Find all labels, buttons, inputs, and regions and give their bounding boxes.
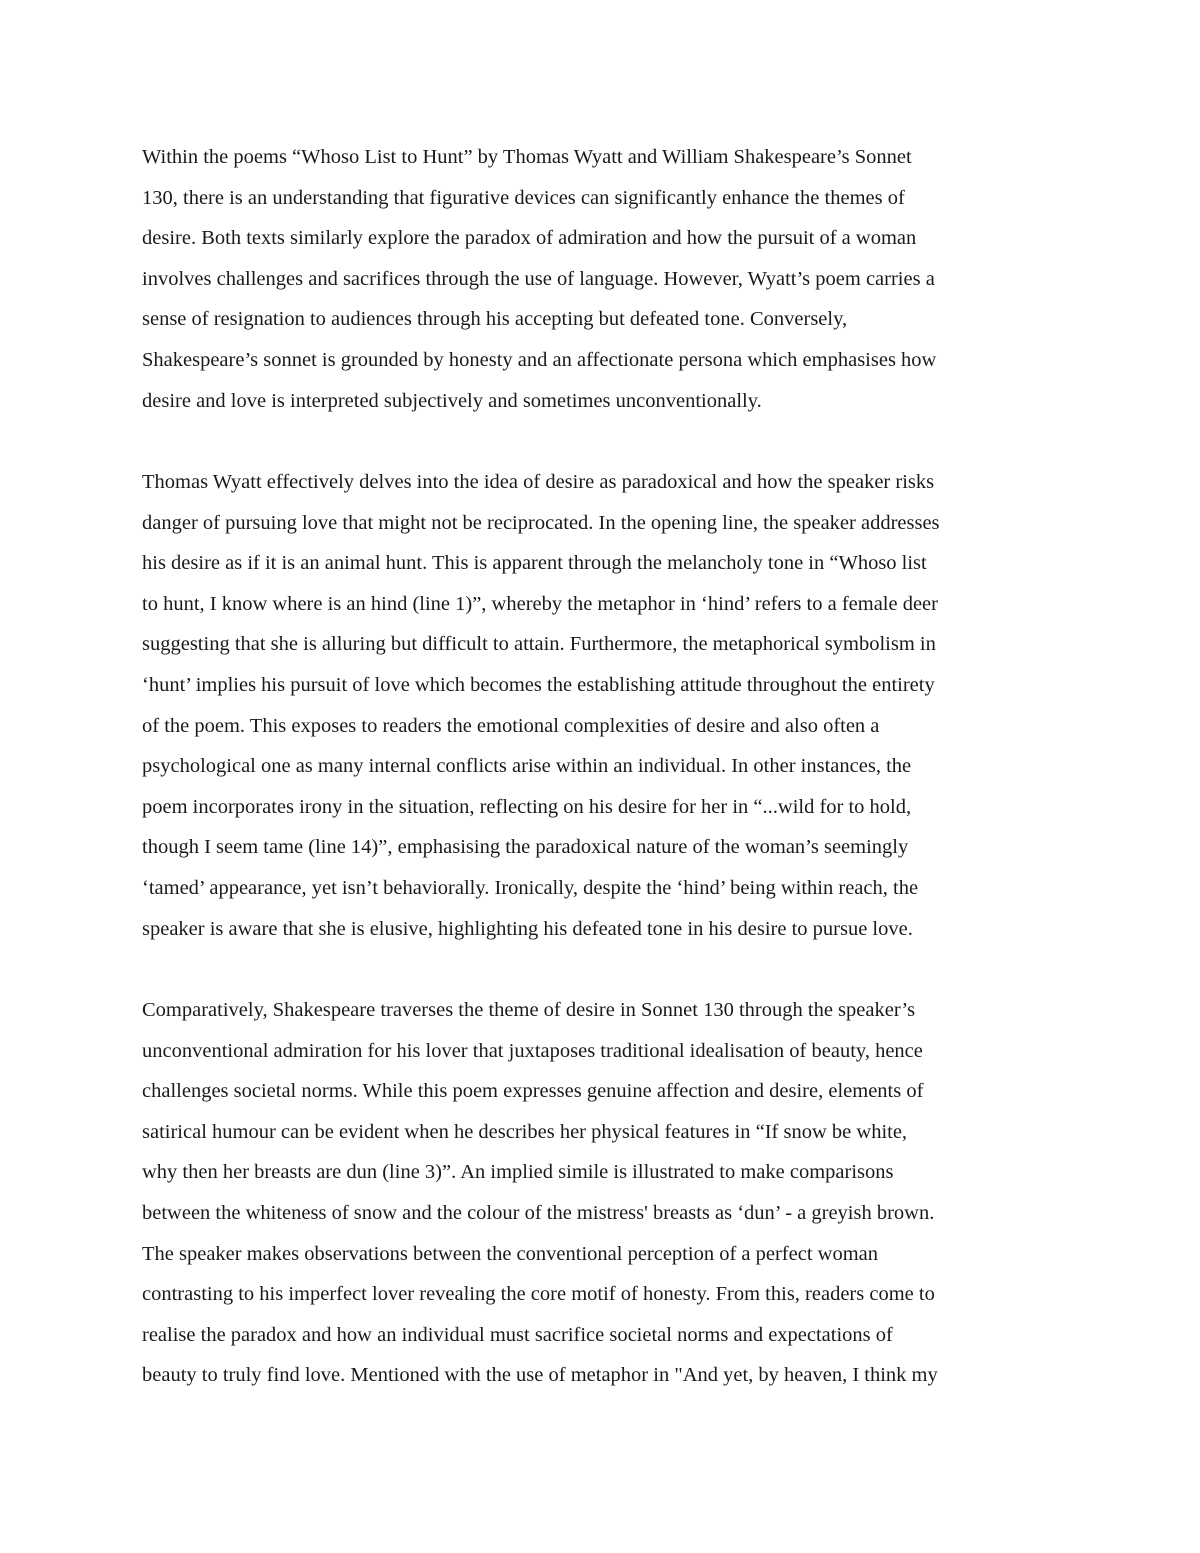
text-line: 130, there is an understanding that figurative devices can significantly enhance the themes of — [142, 186, 905, 209]
text-line: sense of resignation to audiences through his accepting but defeated tone. Conversely, — [142, 308, 848, 331]
text-line: unconventional admiration for his lover that juxtaposes traditional idealisation of beauty, hence — [142, 1039, 923, 1062]
paragraph-wyatt-analysis — [142, 462, 940, 949]
text-line: suggesting that she is alluring but difficult to attain. Furthermore, the metaphorical symbolism in — [142, 633, 936, 656]
text-line: realise the paradox and how an individual must sacrifice societal norms and expectations of — [142, 1323, 893, 1346]
text-line: desire. Both texts similarly explore the paradox of admiration and how the pursuit of a woman — [142, 227, 917, 250]
text-line: beauty to truly find love. Mentioned with the use of metaphor in "And yet, by heaven, I think my — [142, 1364, 938, 1387]
text-line: Shakespeare’s sonnet is grounded by honesty and an affectionate persona which emphasises how — [142, 348, 937, 371]
paragraph-shakespeare-analysis — [142, 990, 938, 1396]
text-line: Thomas Wyatt effectively delves into the idea of desire as paradoxical and how the speaker risks — [142, 471, 935, 493]
text-line: psychological one as many internal conflicts arise within an individual. In other instances, the — [142, 755, 912, 778]
text-line: satirical humour can be evident when he describes her physical features in “If snow be white, — [142, 1120, 908, 1143]
text-line: to hunt, I know where is an hind (line 1)”, whereby the metaphor in ‘hind’ refers to a female deer — [142, 592, 938, 615]
paragraph-introduction — [142, 137, 936, 421]
text-line: The speaker makes observations between the conventional perception of a perfect woman — [142, 1242, 878, 1265]
text-line: ‘tamed’ appearance, yet isn’t behaviorally. Ironically, despite the ‘hind’ being within reach, the — [142, 876, 919, 899]
text-line: of the poem. This exposes to readers the emotional complexities of desire and also often a — [142, 714, 880, 737]
text-line: danger of pursuing love that might not be reciprocated. In the opening line, the speaker addresses — [142, 511, 940, 534]
text-line: why then her breasts are dun (line 3)”. An implied simile is illustrated to make comparisons — [142, 1161, 894, 1184]
text-line: speaker is aware that she is elusive, highlighting his defeated tone in his desire to pursue love. — [142, 917, 913, 940]
text-line: between the whiteness of snow and the colour of the mistress' breasts as ‘dun’ - a greyish brown. — [142, 1201, 935, 1224]
text-line: ‘hunt’ implies his pursuit of love which becomes the establishing attitude throughout the entirety — [142, 673, 935, 696]
text-line: his desire as if it is an animal hunt. This is apparent through the melancholy tone in “Whoso list — [142, 552, 927, 575]
text-line: desire and love is interpreted subjectively and sometimes unconventionally. — [142, 389, 762, 412]
text-line: though I seem tame (line 14)”, emphasising the paradoxical nature of the woman’s seemingly — [142, 836, 909, 859]
text-line: Within the poems “Whoso List to Hunt” by Thomas Wyatt and William Shakespeare’s Sonnet — [142, 146, 912, 168]
text-line: involves challenges and sacrifices through the use of language. However, Wyatt’s poem carries a — [142, 267, 935, 290]
text-line: contrasting to his imperfect lover revealing the core motif of honesty. From this, readers come to — [142, 1283, 935, 1306]
text-line: poem incorporates irony in the situation, reflecting on his desire for her in “...wild for to hold, — [142, 795, 912, 818]
text-line: challenges societal norms. While this poem expresses genuine affection and desire, elements of — [142, 1080, 924, 1103]
text-line: Comparatively, Shakespeare traverses the theme of desire in Sonnet 130 through the speaker’s — [142, 999, 916, 1021]
